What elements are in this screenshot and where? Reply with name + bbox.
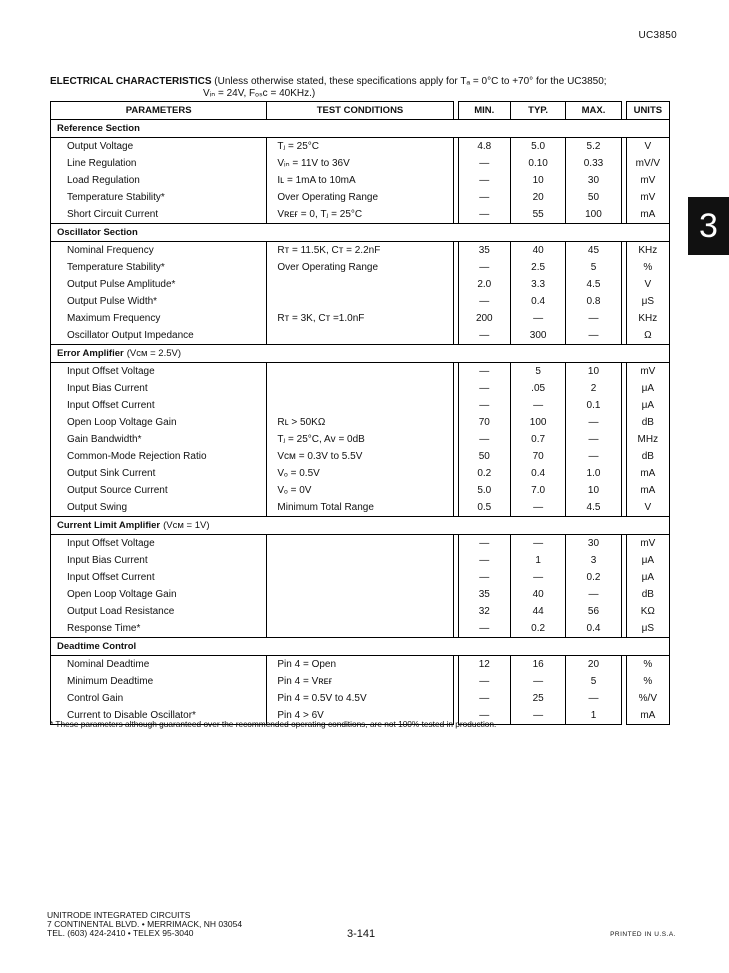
- typ-cell: 40: [510, 586, 565, 603]
- max-cell: 0.4: [566, 620, 621, 638]
- parameter-cell: Input Bias Current: [51, 552, 267, 569]
- condition-cell: Minimum Total Range: [267, 499, 453, 517]
- max-cell: 4.5: [566, 276, 621, 293]
- min-cell: —: [458, 707, 510, 725]
- min-cell: 32: [458, 603, 510, 620]
- table-row: [51, 620, 670, 638]
- condition-cell: [267, 276, 453, 293]
- parameter-cell: Input Offset Current: [51, 569, 267, 586]
- min-cell: —: [458, 363, 510, 381]
- printed-note: PRINTED IN U.S.A.: [610, 931, 676, 938]
- condition-cell: [267, 586, 453, 603]
- condition-cell: Iʟ = 1mA to 10mA: [267, 172, 453, 189]
- min-cell: —: [458, 206, 510, 224]
- condition-cell: Tⱼ = 25°C: [267, 138, 453, 156]
- parameter-cell: Input Bias Current: [51, 380, 267, 397]
- parameter-cell: Line Regulation: [51, 155, 267, 172]
- max-cell: 30: [566, 535, 621, 553]
- table-row: [51, 172, 670, 189]
- typ-cell: .05: [510, 380, 565, 397]
- units-cell: mV/V: [626, 155, 669, 172]
- typ-cell: 20: [510, 189, 565, 206]
- section-title: [51, 345, 670, 363]
- parameter-cell: Open Loop Voltage Gain: [51, 586, 267, 603]
- max-cell: 0.2: [566, 569, 621, 586]
- typ-cell: 25: [510, 690, 565, 707]
- units-cell: mV: [626, 363, 669, 381]
- table-body: [51, 120, 670, 725]
- footer-phone: TEL. (603) 424-2410 • TELEX 95-3040: [47, 928, 194, 938]
- parameter-cell: Open Loop Voltage Gain: [51, 414, 267, 431]
- condition-cell: Vʀᴇғ = 0, Tⱼ = 25°C: [267, 206, 453, 224]
- max-cell: 4.5: [566, 499, 621, 517]
- units-cell: dB: [626, 448, 669, 465]
- max-cell: 0.8: [566, 293, 621, 310]
- condition-cell: Pin 4 = 0.5V to 4.5V: [267, 690, 453, 707]
- parameter-cell: Response Time*: [51, 620, 267, 638]
- max-cell: 56: [566, 603, 621, 620]
- table-row: [51, 690, 670, 707]
- table-row: [51, 310, 670, 327]
- typ-cell: —: [510, 707, 565, 725]
- max-cell: 20: [566, 656, 621, 674]
- min-cell: —: [458, 690, 510, 707]
- table-row: [51, 673, 670, 690]
- condition-cell: Pin 4 = Vʀᴇғ: [267, 673, 453, 690]
- max-cell: 30: [566, 172, 621, 189]
- typ-cell: 70: [510, 448, 565, 465]
- section-condition: (Vᴄᴍ = 2.5V): [126, 348, 182, 359]
- condition-cell: [267, 363, 453, 381]
- min-cell: —: [458, 293, 510, 310]
- min-cell: —: [458, 535, 510, 553]
- min-cell: —: [458, 552, 510, 569]
- max-cell: 5: [566, 673, 621, 690]
- units-cell: %: [626, 656, 669, 674]
- section-title: [51, 638, 670, 656]
- table-row: [51, 327, 670, 345]
- section-header-row: [51, 120, 670, 138]
- units-cell: mV: [626, 189, 669, 206]
- parameter-cell: Common-Mode Rejection Ratio: [51, 448, 267, 465]
- condition-cell: Rᴛ = 11.5K, Cᴛ = 2.2nF: [267, 242, 453, 260]
- section-header-row: [51, 638, 670, 656]
- max-cell: 5: [566, 259, 621, 276]
- typ-cell: 100: [510, 414, 565, 431]
- section-name: Deadtime Control: [57, 641, 137, 652]
- typ-cell: 300: [510, 327, 565, 345]
- typ-cell: 44: [510, 603, 565, 620]
- table-row: [51, 586, 670, 603]
- units-cell: μS: [626, 293, 669, 310]
- condition-cell: Pin 4 > 6V: [267, 707, 453, 725]
- parameter-cell: Output Load Resistance: [51, 603, 267, 620]
- min-cell: 70: [458, 414, 510, 431]
- condition-cell: Tⱼ = 25°C, Aᴠ = 0dB: [267, 431, 453, 448]
- condition-cell: [267, 327, 453, 345]
- parameter-cell: Temperature Stability*: [51, 259, 267, 276]
- min-cell: —: [458, 620, 510, 638]
- min-cell: 0.2: [458, 465, 510, 482]
- max-cell: 50: [566, 189, 621, 206]
- units-cell: %/V: [626, 690, 669, 707]
- condition-cell: [267, 293, 453, 310]
- units-cell: mV: [626, 535, 669, 553]
- units-cell: %: [626, 259, 669, 276]
- section-condition: (Vᴄᴍ = 1V): [163, 520, 210, 531]
- table-header-row: [51, 102, 670, 120]
- section-title: [51, 120, 670, 138]
- max-cell: —: [566, 327, 621, 345]
- typ-cell: 3.3: [510, 276, 565, 293]
- max-cell: —: [566, 690, 621, 707]
- table-row: [51, 206, 670, 224]
- section-header-row: [51, 517, 670, 535]
- typ-cell: 5.0: [510, 138, 565, 156]
- page-number: 3-141: [347, 928, 376, 940]
- parameter-cell: Gain Bandwidth*: [51, 431, 267, 448]
- min-cell: 0.5: [458, 499, 510, 517]
- typ-cell: 55: [510, 206, 565, 224]
- typ-cell: 0.4: [510, 293, 565, 310]
- max-cell: 1: [566, 707, 621, 725]
- section-name: Reference Section: [57, 123, 140, 134]
- table-row: [51, 465, 670, 482]
- condition-cell: Vᵢₙ = 11V to 36V: [267, 155, 453, 172]
- units-cell: KHz: [626, 242, 669, 260]
- col-units: UNITS: [626, 102, 669, 120]
- table-row: [51, 431, 670, 448]
- footer-address: [47, 911, 242, 938]
- units-cell: mA: [626, 206, 669, 224]
- col-test-conditions: TEST CONDITIONS: [267, 102, 453, 120]
- parameter-cell: Short Circuit Current: [51, 206, 267, 224]
- parameter-cell: Output Pulse Amplitude*: [51, 276, 267, 293]
- parameter-cell: Output Sink Current: [51, 465, 267, 482]
- units-cell: Ω: [626, 327, 669, 345]
- units-cell: μA: [626, 397, 669, 414]
- col-parameters: PARAMETERS: [51, 102, 267, 120]
- max-cell: —: [566, 310, 621, 327]
- table-row: [51, 552, 670, 569]
- footer-company: UNITRODE INTEGRATED CIRCUITS: [47, 910, 191, 920]
- units-cell: KΩ: [626, 603, 669, 620]
- section-header-row: [51, 345, 670, 363]
- min-cell: —: [458, 259, 510, 276]
- parameter-cell: Maximum Frequency: [51, 310, 267, 327]
- section-name: Oscillator Section: [57, 227, 138, 238]
- max-cell: —: [566, 586, 621, 603]
- condition-cell: [267, 535, 453, 553]
- condition-cell: Pin 4 = Open: [267, 656, 453, 674]
- table-row: [51, 448, 670, 465]
- typ-cell: 10: [510, 172, 565, 189]
- min-cell: —: [458, 155, 510, 172]
- table-title: ELECTRICAL CHARACTERISTICS: [50, 76, 212, 87]
- condition-cell: Vₒ = 0V: [267, 482, 453, 499]
- table-row: [51, 293, 670, 310]
- units-cell: μA: [626, 569, 669, 586]
- table-row: [51, 138, 670, 156]
- condition-cell: [267, 620, 453, 638]
- parameter-cell: Oscillator Output Impedance: [51, 327, 267, 345]
- condition-cell: [267, 397, 453, 414]
- parameter-cell: Output Source Current: [51, 482, 267, 499]
- parameter-cell: Current to Disable Oscillator*: [51, 707, 267, 725]
- min-cell: —: [458, 569, 510, 586]
- col-max: MAX.: [566, 102, 621, 120]
- section-title: [51, 224, 670, 242]
- condition-cell: [267, 552, 453, 569]
- units-cell: mA: [626, 482, 669, 499]
- typ-cell: —: [510, 673, 565, 690]
- condition-cell: [267, 569, 453, 586]
- parameter-cell: Control Gain: [51, 690, 267, 707]
- max-cell: —: [566, 448, 621, 465]
- parameter-cell: Output Pulse Width*: [51, 293, 267, 310]
- parameter-cell: Input Offset Voltage: [51, 363, 267, 381]
- min-cell: —: [458, 673, 510, 690]
- min-cell: 5.0: [458, 482, 510, 499]
- typ-cell: 5: [510, 363, 565, 381]
- max-cell: 5.2: [566, 138, 621, 156]
- table-header-text: [50, 76, 607, 100]
- table-row: [51, 155, 670, 172]
- min-cell: —: [458, 380, 510, 397]
- typ-cell: —: [510, 535, 565, 553]
- units-cell: dB: [626, 414, 669, 431]
- parameter-cell: Output Voltage: [51, 138, 267, 156]
- units-cell: MHz: [626, 431, 669, 448]
- min-cell: —: [458, 172, 510, 189]
- units-cell: %: [626, 673, 669, 690]
- condition-cell: Vₒ = 0.5V: [267, 465, 453, 482]
- parameter-cell: Nominal Deadtime: [51, 656, 267, 674]
- table-row: [51, 189, 670, 206]
- typ-cell: 0.10: [510, 155, 565, 172]
- typ-cell: —: [510, 569, 565, 586]
- max-cell: 2: [566, 380, 621, 397]
- col-typ: TYP.: [510, 102, 565, 120]
- parameter-cell: Output Swing: [51, 499, 267, 517]
- section-header-row: [51, 224, 670, 242]
- parameter-cell: Input Offset Current: [51, 397, 267, 414]
- condition-cell: Over Operating Range: [267, 189, 453, 206]
- col-min: MIN.: [458, 102, 510, 120]
- min-cell: 50: [458, 448, 510, 465]
- min-cell: 35: [458, 586, 510, 603]
- table-row: [51, 535, 670, 553]
- max-cell: 100: [566, 206, 621, 224]
- units-cell: mA: [626, 707, 669, 725]
- units-cell: V: [626, 499, 669, 517]
- typ-cell: 40: [510, 242, 565, 260]
- max-cell: 10: [566, 363, 621, 381]
- table-row: [51, 242, 670, 260]
- footnote: * These parameters although guaranteed over the recommended operating conditions, are not 100% tested in production.: [50, 719, 497, 729]
- table-row: [51, 603, 670, 620]
- min-cell: —: [458, 397, 510, 414]
- units-cell: V: [626, 276, 669, 293]
- table-row: [51, 569, 670, 586]
- min-cell: —: [458, 327, 510, 345]
- min-cell: —: [458, 431, 510, 448]
- section-title: [51, 517, 670, 535]
- max-cell: 10: [566, 482, 621, 499]
- section-tab: 3: [688, 197, 729, 255]
- min-cell: 2.0: [458, 276, 510, 293]
- table-row: [51, 482, 670, 499]
- max-cell: 3: [566, 552, 621, 569]
- condition-cell: Vᴄᴍ = 0.3V to 5.5V: [267, 448, 453, 465]
- condition-cell: [267, 603, 453, 620]
- units-cell: μA: [626, 552, 669, 569]
- typ-cell: 0.7: [510, 431, 565, 448]
- electrical-characteristics-table: [50, 101, 670, 725]
- table-row: [51, 380, 670, 397]
- parameter-cell: Input Offset Voltage: [51, 535, 267, 553]
- min-cell: 200: [458, 310, 510, 327]
- footer-street: 7 CONTINENTAL BLVD. • MERRIMACK, NH 03054: [47, 919, 243, 929]
- parameter-cell: Nominal Frequency: [51, 242, 267, 260]
- units-cell: mV: [626, 172, 669, 189]
- units-cell: dB: [626, 586, 669, 603]
- typ-cell: —: [510, 499, 565, 517]
- typ-cell: 0.2: [510, 620, 565, 638]
- table-row: [51, 656, 670, 674]
- condition-cell: Rᴛ = 3K, Cᴛ =1.0nF: [267, 310, 453, 327]
- conditions-line1: (Unless otherwise stated, these specifications apply for Tₐ = 0°C to +70° for the UC3850;: [214, 76, 607, 87]
- min-cell: —: [458, 189, 510, 206]
- units-cell: V: [626, 138, 669, 156]
- condition-cell: Over Operating Range: [267, 259, 453, 276]
- section-name: Error Amplifier: [57, 348, 124, 359]
- table-row: [51, 499, 670, 517]
- max-cell: 0.1: [566, 397, 621, 414]
- typ-cell: —: [510, 397, 565, 414]
- table-row: [51, 414, 670, 431]
- units-cell: KHz: [626, 310, 669, 327]
- parameter-cell: Load Regulation: [51, 172, 267, 189]
- part-number: UC3850: [638, 30, 677, 41]
- min-cell: 12: [458, 656, 510, 674]
- table-row: [51, 397, 670, 414]
- table-row: [51, 363, 670, 381]
- max-cell: 45: [566, 242, 621, 260]
- typ-cell: —: [510, 310, 565, 327]
- table-row: [51, 259, 670, 276]
- max-cell: —: [566, 431, 621, 448]
- section-name: Current Limit Amplifier: [57, 520, 161, 531]
- typ-cell: 0.4: [510, 465, 565, 482]
- min-cell: 4.8: [458, 138, 510, 156]
- condition-cell: [267, 380, 453, 397]
- units-cell: mA: [626, 465, 669, 482]
- conditions-line2: Vᵢₙ = 24V, Fₒₛc = 40KHz.): [203, 88, 316, 99]
- units-cell: μA: [626, 380, 669, 397]
- typ-cell: 1: [510, 552, 565, 569]
- max-cell: 1.0: [566, 465, 621, 482]
- parameter-cell: Temperature Stability*: [51, 189, 267, 206]
- condition-cell: Rʟ > 50KΩ: [267, 414, 453, 431]
- min-cell: 35: [458, 242, 510, 260]
- max-cell: —: [566, 414, 621, 431]
- parameter-cell: Minimum Deadtime: [51, 673, 267, 690]
- typ-cell: 16: [510, 656, 565, 674]
- table-row: [51, 276, 670, 293]
- typ-cell: 7.0: [510, 482, 565, 499]
- typ-cell: 2.5: [510, 259, 565, 276]
- max-cell: 0.33: [566, 155, 621, 172]
- units-cell: μS: [626, 620, 669, 638]
